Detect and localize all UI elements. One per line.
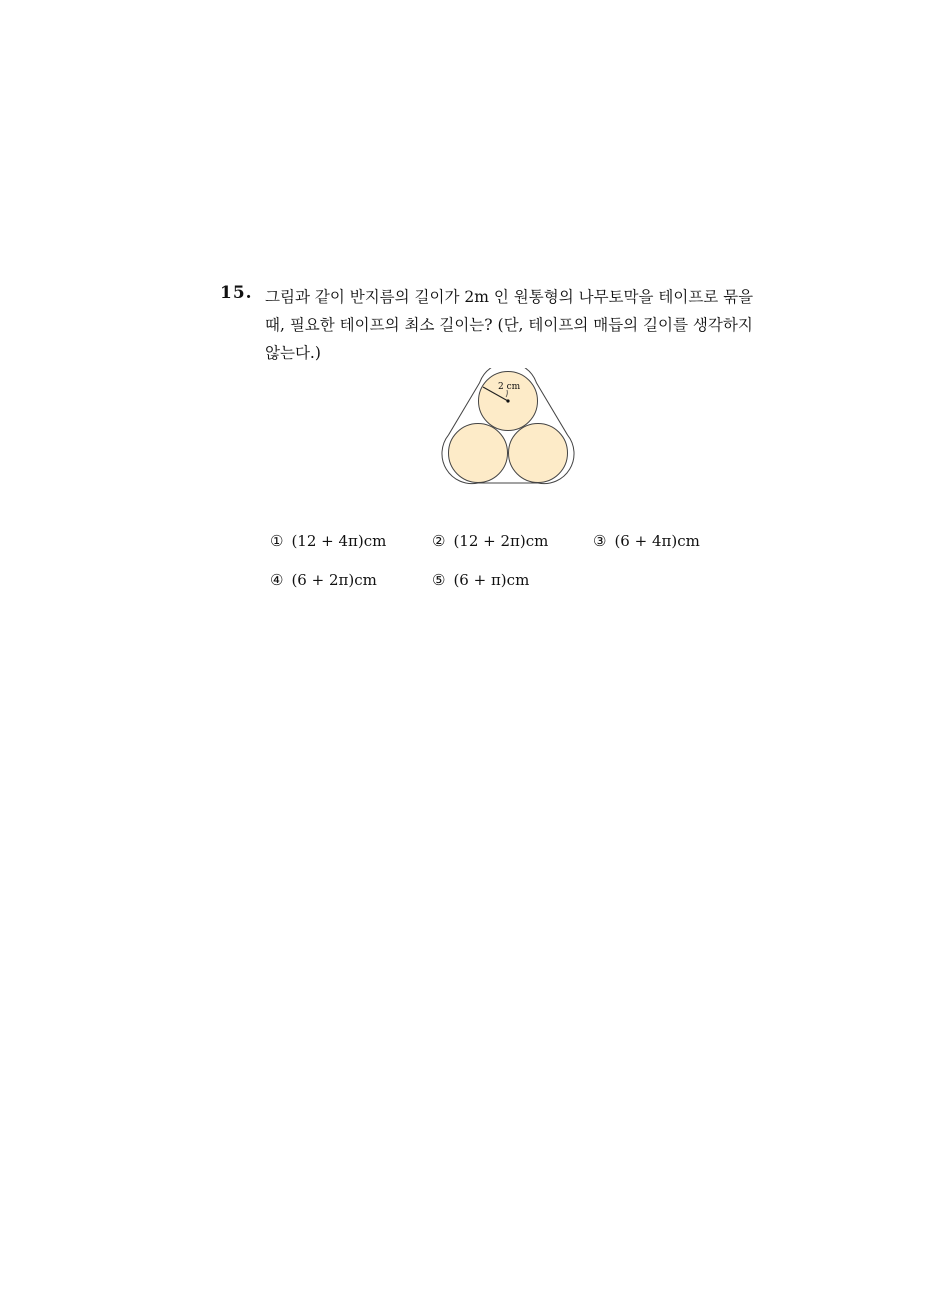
log-circle-bottom-right <box>509 424 568 483</box>
choice-text: (6 + 2π)cm <box>291 571 377 589</box>
choice-mark: ③ <box>593 532 607 550</box>
choice-mark: ④ <box>270 571 284 589</box>
choice-3[interactable] <box>593 532 700 550</box>
choice-4[interactable] <box>270 571 377 589</box>
radius-label: 2 cm <box>498 382 521 392</box>
problem-number: 15. <box>220 283 253 303</box>
choice-text: (12 + 4π)cm <box>291 532 387 550</box>
choice-mark: ② <box>432 532 446 550</box>
choice-5[interactable] <box>432 571 529 589</box>
choice-text: (6 + 4π)cm <box>614 532 700 550</box>
choice-text: (6 + π)cm <box>453 571 530 589</box>
center-dot <box>506 399 509 402</box>
question-line: 그림과 같이 반지름의 길이가 2m 인 원통형의 나무토막을 테이프로 묶을 <box>265 288 754 306</box>
choice-mark: ① <box>270 532 284 550</box>
question-line: 때, 필요한 테이프의 최소 길이는? (단, 테이프의 매듭의 길이를 생각하지 <box>265 316 753 334</box>
choice-2[interactable] <box>432 532 548 550</box>
three-logs-figure <box>430 368 590 498</box>
question-text <box>265 283 765 367</box>
question-line: 않는다.) <box>265 344 321 362</box>
choice-1[interactable] <box>270 532 386 550</box>
log-circle-bottom-left <box>449 424 508 483</box>
choice-text: (12 + 2π)cm <box>453 532 549 550</box>
choice-mark: ⑤ <box>432 571 446 589</box>
